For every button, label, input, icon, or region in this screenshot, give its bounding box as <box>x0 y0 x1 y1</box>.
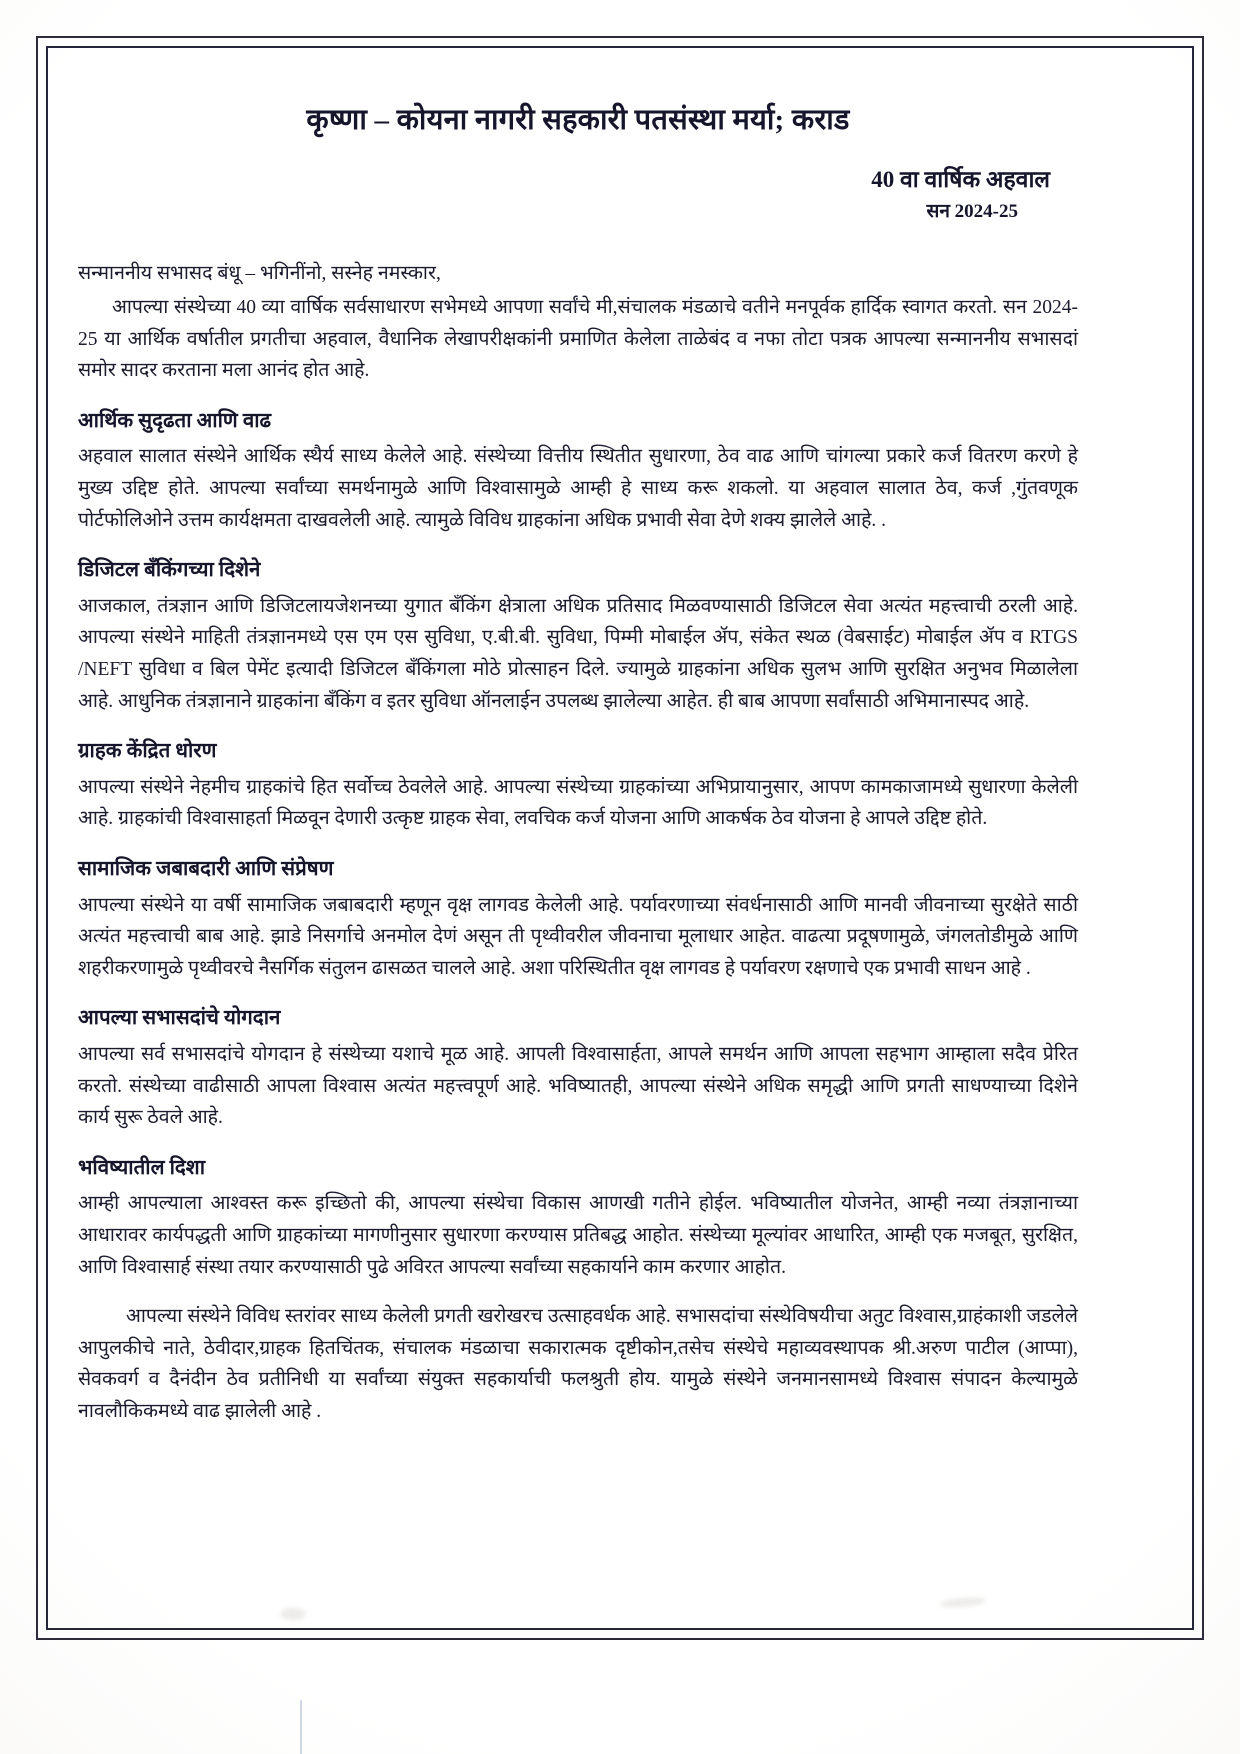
section-customer-centric-policy <box>78 737 1078 835</box>
section-social-responsibility <box>78 855 1078 984</box>
section-body: आपल्या संस्थेने या वर्षी सामाजिक जबाबदारी म्हणून वृक्ष लागवड केलेली आहे. पर्यावरणाच्या संवर्धनासाठी आणि मानवी जीवनाच्या सुरक्षेते साठी अत्यंत महत्त्वाची बाब आहे. झाडे निसर्गाचे अनमोल देणं असून ती पृथ्वीवरील जीवनाचा मूलाधार आहेत. वाढत्या प्रदूषणामुळे, जंगलतोडीमुळे आणि शहरीकरणामुळे पृथ्वीवरचे नैसर्गिक संतुलन ढासळत चालले आहे. अशा परिस्थितीत वृक्ष लागवड हे पर्यावरण रक्षणाचे एक प्रभावी साधन आहे . <box>78 894 1078 979</box>
document-content <box>78 88 1078 1428</box>
section-member-contribution <box>78 1004 1078 1133</box>
section-financial-strength <box>78 407 1078 536</box>
section-heading: डिजिटल बँकिंगच्या दिशेने <box>78 559 261 582</box>
scan-edge-line <box>300 1700 302 1754</box>
report-subtitle-block <box>78 164 1078 225</box>
scan-artifact <box>280 1608 306 1620</box>
section-digital-banking <box>78 556 1078 717</box>
section-heading: भविष्यातील दिशा <box>78 1156 206 1179</box>
section-heading: सामाजिक जबाबदारी आणि संप्रेषण <box>78 857 334 880</box>
closing-paragraph: आपल्या संस्थेने विविध स्तरांवर साध्य केलेली प्रगती खरोखरच उत्साहवर्धक आहे. सभासदांचा संस्थेविषयीचा अतुट विश्वास,ग्राहंकाशी जडलेले आपुलकीचे नाते, ठेवीदार,ग्राहक हितचिंतक, संचालक मंडळाचा सकारात्मक दृष्टीकोन,तसेच संस्थेचे महाव्यवस्थापक श्री.अरुण पाटील (आप्पा), सेवकवर्ग व दैनंदीन ठेव प्रतीनिधी या सर्वांच्या संयुक्त सहकार्याची फलश्रुती होय. यामुळे संस्थेने जनमानसामध्ये विश्वास संपादन केल्यामुळे नावलौकिकमध्ये वाढ झालेली आहे . <box>78 1306 1078 1422</box>
report-number-label: 40 वा वार्षिक अहवाल <box>871 166 1050 192</box>
section-heading: आपल्या सभासदांचे योगदान <box>78 1007 281 1030</box>
section-heading: आर्थिक सुदृढता आणि वाढ <box>78 409 272 432</box>
section-future-direction <box>78 1154 1078 1283</box>
report-year-label: सन 2024-25 <box>926 200 1018 222</box>
section-body: आजकाल, तंत्रज्ञान आणि डिजिटलायजेशनच्या युगात बँकिंग क्षेत्राला अधिक प्रतिसाद मिळवण्यासाठी डिजिटल सेवा अत्यंत महत्त्वाची ठरली आहे. आपल्या संस्थेने माहिती तंत्रज्ञानमध्ये एस एम एस सुविधा, ए.बी.बी. सुविधा, पिम्मी मोबाईल ॲप, संकेत स्थळ (वेबसाईट) मोबाईल ॲप व RTGS /NEFT सुविधा व बिल पेमेंट इत्यादी डिजिटल बँकिंगला मोठे प्रोत्साहन दिले. ज्यामुळे ग्राहकांना अधिक सुलभ आणि सुरक्षित अनुभव मिळालेला आहे. आधुनिक तंत्रज्ञानाने ग्राहकांना बँकिंग व इतर सुविधा ऑनलाईन उपलब्ध झालेल्या आहेत. ही बाब आपणा सर्वांसाठी अभिमानास्पद आहे. <box>78 595 1078 712</box>
section-body: आम्ही आपल्याला आश्वस्त करू इच्छितो की, आपल्या संस्थेचा विकास आणखी गतीने होईल. भविष्यातील योजनेत, आम्ही नव्या तंत्रज्ञानाच्या आधारावर कार्यपद्धती आणि ग्राहकांच्या मागणीनुसार सुधारणा करण्यास प्रतिबद्ध आहोत. संस्थेच्या मूल्यांवर आधारित, आम्ही एक मजबूत, सुरक्षित, आणि विश्वासार्ह संस्था तयार करण्यासाठी पुढे अविरत आपल्या सर्वांच्या सहकार्याने काम करणार आहोत. <box>78 1193 1078 1278</box>
section-body: आपल्या संस्थेने नेहमीच ग्राहकांचे हित सर्वोच्च ठेवलेले आहे. आपल्या संस्थेच्या ग्राहकांच्या अभिप्रायानुसार, आपण कामकाजामध्ये सुधारणा केलेली आहे. ग्राहकांची विश्वासाहर्ता मिळवून देणारी उत्कृष्ट ग्राहक सेवा, लवचिक कर्ज योजना आणि आकर्षक ठेव योजना हे आपले उद्दिष्ट होते. <box>78 776 1078 830</box>
salutation-line: सन्माननीय सभासद बंधू – भगिनींनो, सस्नेह नमस्कार, <box>78 263 441 285</box>
section-body: अहवाल सालात संस्थेने आर्थिक स्थैर्य साध्य केलेले आहे. संस्थेच्या वित्तीय स्थितीत सुधारणा, ठेव वाढ आणि चांगल्या प्रकारे कर्ज वितरण करणे हे मुख्य उद्दिष्ट होते. आपल्या सर्वांच्या समर्थनामुळे आणि विश्वासामुळे आम्ही हे साध्य करू शकलो. या अहवाल सालात ठेव, कर्ज ,गुंतवणूक पोर्टफोलिओने उत्तम कार्यक्षमता दाखवलेली आहे. त्यामुळे विविध ग्राहकांना अधिक प्रभावी सेवा देणे शक्य झालेले आहे. . <box>78 446 1078 531</box>
section-heading: ग्राहक केंद्रित धोरण <box>78 740 217 763</box>
page-title: कृष्णा – कोयना नागरी सहकारी पतसंस्था मर्या; कराड <box>306 104 850 136</box>
section-body: आपल्या सर्व सभासदांचे योगदान हे संस्थेच्या यशाचे मूळ आहे. आपली विश्वासार्हता, आपले समर्थन आणि आपला सहभाग आम्हाला सदैव प्रेरित करतो. संस्थेच्या वाढीसाठी आपला विश्वास अत्यंत महत्त्वपूर्ण आहे. भविष्यातही, आपल्या संस्थेने अधिक समृद्धी आणि प्रगती साधण्याच्या दिशेने कार्य सुरू ठेवले आहे. <box>78 1044 1078 1129</box>
opening-paragraph: आपल्या संस्थेच्या 40 व्या वार्षिक सर्वसाधारण सभेमध्ये आपणा सर्वांचे मी,संचालक मंडळाचे वतीने मनपूर्वक हार्दिक स्वागत करतो. सन 2024- 25 या आर्थिक वर्षातील प्रगतीचा अहवाल, वैधानिक लेखापरीक्षकांनी प्रमाणित केलेला ताळेबंद व नफा तोटा पत्रक आपल्या सन्माननीय सभासदां समोर सादर करताना मला आनंद होत आहे. <box>78 296 1078 382</box>
